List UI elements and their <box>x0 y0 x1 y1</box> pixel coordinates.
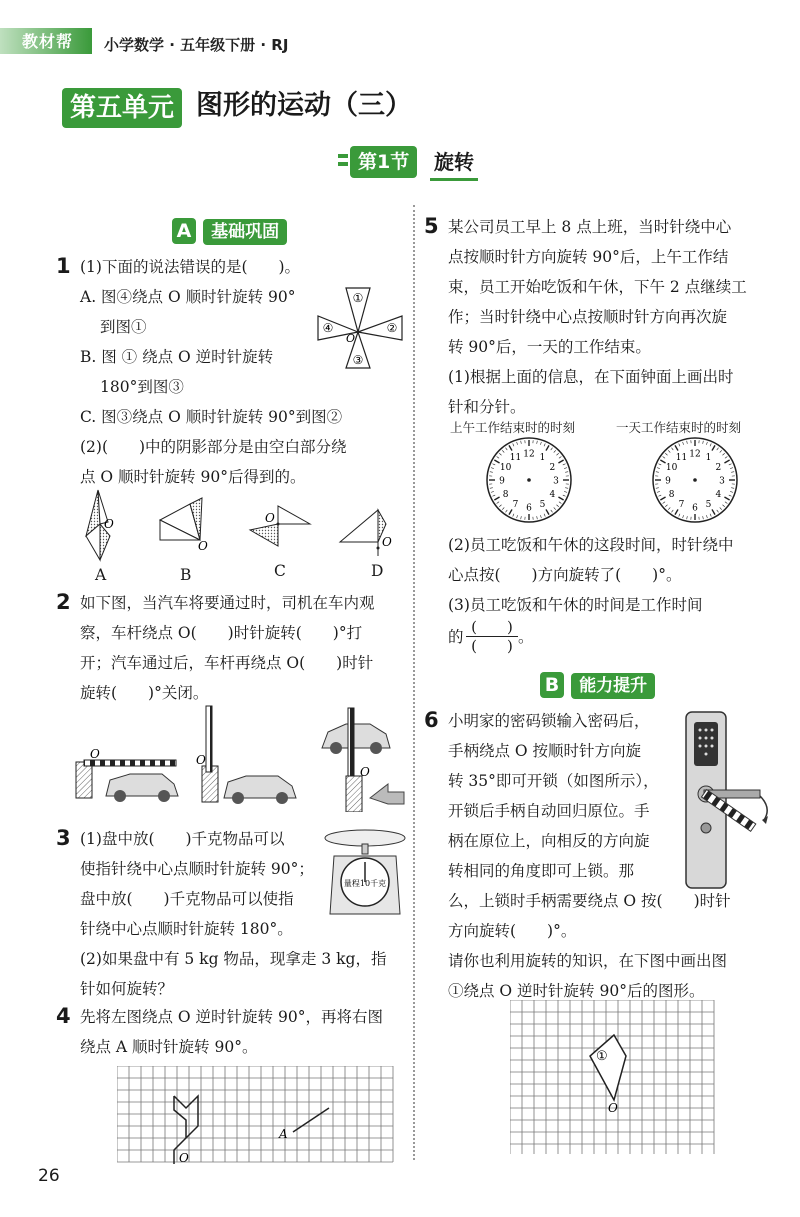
q1-part2-line2: 点 O 顺时针旋转 90°后得到的。 <box>80 468 306 486</box>
grid4-point-a: A <box>279 1127 288 1141</box>
q5-line12: 。 <box>518 628 534 646</box>
clock-hour-label: 1 <box>705 453 712 464</box>
clock-morning-end[interactable] <box>485 436 573 524</box>
q2-line4: 旋转( )°关闭。 <box>80 684 209 702</box>
choice-label-a: A <box>95 566 107 584</box>
choice-label-b: B <box>180 566 192 584</box>
q3-line6: 针如何旋转？ <box>80 980 174 998</box>
clock-hour-label: 5 <box>705 499 712 510</box>
q2-line3: 开；汽车通过后，车杆再绕点 O( )时针 <box>80 654 374 672</box>
barrier1-point-o: O <box>90 747 100 761</box>
q5-line8: (2)员工吃饭和午休的这段时间，时针绕中 <box>448 536 734 554</box>
q6-line4: 开锁后手柄自动回归原位。手 <box>448 802 650 820</box>
choice-a-point: O <box>104 517 114 531</box>
clock-hour-label: 6 <box>526 503 532 514</box>
pinwheel-label-4: ④ <box>322 321 334 335</box>
pinwheel-label-2: ② <box>386 321 398 335</box>
part-a-letter: A <box>172 218 196 244</box>
book-title: 小学数学 · 五年级下册 · RJ <box>104 36 289 54</box>
q5-line2: 点按顺时针方向旋转 90°后，上午工作结 <box>448 248 729 266</box>
q2-line2: 察，车杆绕点 O( )时针旋转( )°打 <box>80 624 363 642</box>
pinwheel-figure <box>316 280 406 370</box>
pinwheel-label-1: ① <box>352 291 364 305</box>
q6-line7: 么，上锁时手柄需要绕点 O 按( )时针 <box>448 892 731 910</box>
q1-part1: (1)下面的说法错误的是( )。 <box>80 258 301 276</box>
clock-hour-label: 11 <box>675 453 688 464</box>
clock-hour-label: 2 <box>715 463 722 473</box>
choice-b-point: O <box>198 539 208 553</box>
q1-option-b-line2: 180°到图③ <box>100 378 184 396</box>
section-dash <box>338 162 348 166</box>
part-b-letter: B <box>540 672 564 698</box>
footer-page-number: 26 <box>38 1166 60 1186</box>
clock-hour-label: 4 <box>549 490 556 500</box>
scale-figure <box>320 826 410 916</box>
q6-line10: ①绕点 O 逆时针旋转 90°后的图形。 <box>448 982 705 1000</box>
barrier-figure <box>70 704 410 812</box>
part-a-title: 基础巩固 <box>203 219 287 245</box>
q2-number: 2 <box>56 590 71 614</box>
clock-hour-label: 6 <box>692 503 698 514</box>
q5-line11: 的 <box>448 628 464 646</box>
clock-hour-label: 8 <box>502 490 509 500</box>
clock-hour-label: 2 <box>549 463 556 473</box>
q5-number: 5 <box>424 214 439 238</box>
clock-hour-label: 12 <box>689 449 701 460</box>
q5-line3: 束，员工开始吃饭和午休，下午 2 点继续工 <box>448 278 747 296</box>
door-lock-figure <box>676 708 776 890</box>
section-dash <box>338 154 348 158</box>
choice-label-d: D <box>371 562 384 580</box>
q3-line4: 针绕中心点顺时针旋转 180°。 <box>80 920 293 938</box>
q4-grid <box>117 1066 402 1164</box>
clock-center <box>527 478 531 482</box>
q6-line6: 转相同的角度即可上锁。那 <box>448 862 635 880</box>
q4-number: 4 <box>56 1004 71 1028</box>
q4-grid-svg <box>117 1066 402 1164</box>
q3-line1: (1)盘中放( )千克物品可以 <box>80 830 285 848</box>
clock-center <box>693 478 697 482</box>
clock-hour-label: 12 <box>523 449 535 460</box>
q5-line7: 针和分针。 <box>448 398 526 416</box>
q1-number: 1 <box>56 254 71 278</box>
q6-grid-svg <box>510 1000 720 1155</box>
q5-line10: (3)员工吃饭和午休的时间是工作时间 <box>448 596 703 614</box>
clock-hour-label: 5 <box>539 499 546 510</box>
q4-line1: 先将左图绕点 O 逆时针旋转 90°，再将右图 <box>80 1008 383 1026</box>
part-b-heading <box>540 672 655 699</box>
q2-line1: 如下图，当汽车将要通过时，司机在车内观 <box>80 594 375 612</box>
clock-day-end[interactable] <box>651 436 739 524</box>
q3-line3: 盘中放( )千克物品可以使指 <box>80 890 294 908</box>
clock-hour-label: 10 <box>499 463 512 473</box>
q1-option-c: C. 图③绕点 O 顺时针旋转 90°到图② <box>80 408 343 426</box>
part-a-heading <box>172 218 287 245</box>
q6-line8: 方向旋转( )°。 <box>448 922 577 940</box>
q1-option-a-line2: 到图① <box>100 318 147 336</box>
unit-title: 图形的运动（三） <box>196 90 412 121</box>
q1-choice-figures <box>60 484 410 584</box>
choice-label-c: C <box>274 562 286 580</box>
scale-range-text: 量程10千克 <box>343 879 387 888</box>
q6-grid <box>510 1000 720 1155</box>
q6-number: 6 <box>424 708 439 732</box>
grid6-figure-label: ① <box>596 1049 608 1064</box>
column-divider <box>413 205 415 1160</box>
clock-hour-label: 9 <box>665 476 671 487</box>
barrier2-point-o: O <box>196 753 206 767</box>
clock-hour-label: 7 <box>678 499 685 510</box>
clock1-caption: 上午工作结束时的时刻 <box>450 420 576 435</box>
clock-hour-label: 3 <box>719 476 725 487</box>
q5-line6: (1)根据上面的信息，在下面钟面上画出时 <box>448 368 734 386</box>
pinwheel-label-3: ③ <box>352 353 364 367</box>
section-badge: 第1节 <box>350 146 417 178</box>
unit-badge: 第五单元 <box>62 88 182 128</box>
q5-line4: 作；当时针绕中心点按顺时针方向再次旋 <box>448 308 728 326</box>
clock-hour-label: 11 <box>509 453 522 464</box>
q1-part2-line1: (2)( )中的阴影部分是由空白部分绕 <box>80 438 347 456</box>
pinwheel-point-o: O <box>346 332 356 345</box>
clock2-caption: 一天工作结束时的时刻 <box>616 420 742 435</box>
clock-hour-label: 1 <box>539 453 546 464</box>
section-title: 旋转 <box>430 146 478 181</box>
q1-option-b-line1: B. 图 ① 绕点 O 逆时针旋转 <box>80 348 274 366</box>
q1-option-a-line1: A. 图④绕点 O 顺时针旋转 90° <box>80 288 296 306</box>
grid6-point-o: O <box>608 1101 618 1115</box>
clock-hour-label: 4 <box>715 490 722 500</box>
part-b-title: 能力提升 <box>571 673 655 699</box>
clock-hour-label: 9 <box>499 476 505 487</box>
grid4-point-o: O <box>179 1151 189 1164</box>
q6-line1: 小明家的密码锁输入密码后， <box>448 712 650 730</box>
q6-line2: 手柄绕点 O 按顺时针方向旋 <box>448 742 642 760</box>
q3-line5: (2)如果盘中有 5 kg 物品，现拿走 3 kg，指 <box>80 950 387 968</box>
q6-line5: 柄在原位上，向相反的方向旋 <box>448 832 650 850</box>
q6-line9: 请你也利用旋转的知识，在下图中画出图 <box>448 952 728 970</box>
clock-hour-label: 8 <box>668 490 675 500</box>
q6-line3: 转 35°即可开锁（如图所示）， <box>448 772 659 790</box>
barrier3-point-o: O <box>360 765 370 779</box>
q5-fraction-blank[interactable]: ( ) ( ) <box>466 618 518 655</box>
q5-line9: 心点按( )方向旋转了( )°。 <box>448 566 682 584</box>
brand-label: 教材帮 <box>22 32 74 51</box>
q5-line1: 某公司员工早上 8 点上班，当时针绕中心 <box>448 218 732 236</box>
q5-line5: 转 90°后，一天的工作结束。 <box>448 338 651 356</box>
clock-hour-label: 3 <box>553 476 559 487</box>
clock-hour-label: 10 <box>665 463 678 473</box>
q3-line2: 使指针绕中心点顺时针旋转 90°； <box>80 860 314 878</box>
q4-line2: 绕点 A 顺时针旋转 90°。 <box>80 1038 258 1056</box>
q3-number: 3 <box>56 826 71 850</box>
choice-d-point: O <box>382 535 392 549</box>
clock-hour-label: 7 <box>512 499 519 510</box>
choice-c-point: O <box>265 511 275 525</box>
